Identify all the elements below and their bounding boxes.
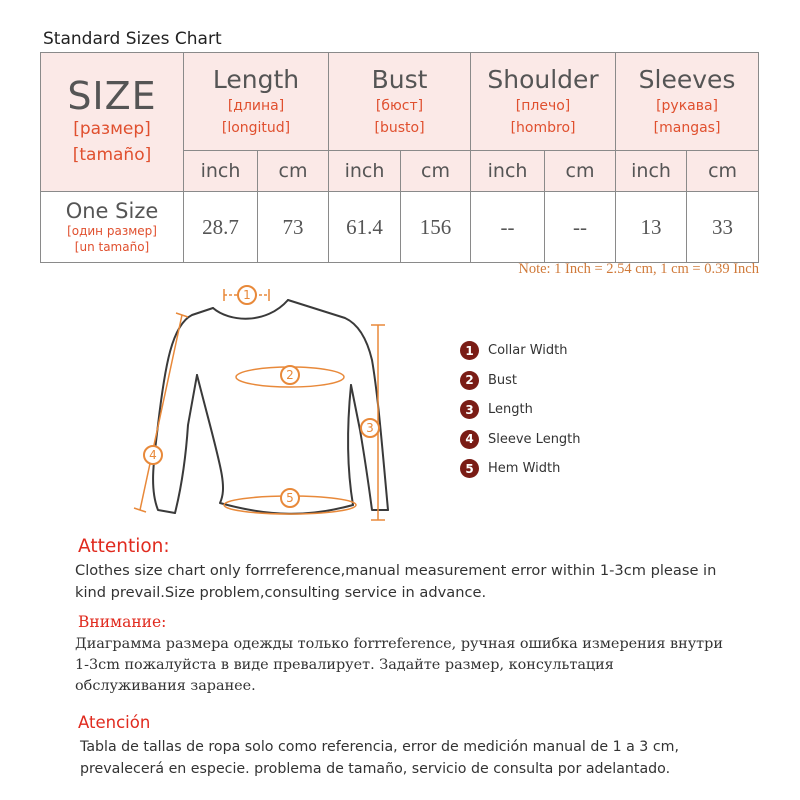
legend-item	[460, 336, 581, 366]
legend-label: Collar Width	[488, 343, 568, 359]
legend-item	[460, 366, 581, 396]
size-header-main: SIZE	[67, 74, 157, 118]
row-label-cell	[41, 192, 184, 263]
attention-text-ru: Диаграмма размера одежды только forrreference, ручная ошибка измерения внутри 1-3cm пожалуйста в виде превалирует. Задайте размер, консультация обслуживания заранее.	[75, 636, 723, 694]
attention-text-es: Tabla de tallas de ropa solo como referencia, error de medición manual de 1 a 3 cm, prevalecerá en especie. problema de tamaño, servicio de consulta por adelantado.	[80, 739, 679, 777]
unit-cell: cm	[545, 151, 616, 192]
legend-number: 4	[460, 430, 479, 449]
column-header-bust	[329, 53, 471, 151]
column-header-shoulder	[471, 53, 616, 151]
measure-marker-2	[281, 366, 299, 384]
attention-title-ru: Внимание:	[78, 613, 167, 631]
size-header-ru: [размер]	[73, 119, 151, 139]
legend-label: Hem Width	[488, 461, 561, 477]
unit-cell: inch	[184, 151, 258, 192]
column-name-es: [busto]	[374, 119, 425, 136]
unit-cell: cm	[687, 151, 759, 192]
value-cell: 13	[616, 192, 687, 263]
unit-cell: inch	[329, 151, 401, 192]
conversion-note: Note: 1 Inch = 2.54 cm, 1 cm = 0.39 Inch	[518, 261, 759, 277]
value-cell: 156	[401, 192, 471, 263]
column-name-ru: [рукава]	[656, 97, 719, 114]
column-name-ru: [плечо]	[515, 97, 571, 114]
legend-label: Bust	[488, 372, 518, 388]
value-cell: --	[545, 192, 616, 263]
size-header-cell	[41, 53, 184, 192]
marker-number: 2	[286, 368, 294, 382]
column-name: Length	[212, 64, 300, 94]
attention-text-en: Clothes size chart only forrreference,manual measurement error within 1-3cm please in kind prevail.Size problem,consulting service in advance.	[75, 562, 717, 601]
marker-number: 3	[366, 421, 374, 435]
unit-cell: inch	[616, 151, 687, 192]
legend-item	[460, 395, 581, 425]
row-label: One Size	[65, 199, 159, 223]
legend-number: 2	[460, 371, 479, 390]
value-cell: 61.4	[329, 192, 401, 263]
measure-marker-5	[281, 489, 299, 507]
legend-label: Length	[488, 402, 533, 418]
measure-marker-3	[361, 419, 379, 437]
column-name-ru: [длина]	[227, 97, 285, 114]
row-label-ru: [один размер]	[67, 224, 157, 238]
column-name-es: [hombro]	[510, 119, 576, 136]
marker-number: 4	[149, 448, 157, 462]
measure-marker-4	[144, 446, 162, 464]
column-name-es: [mangas]	[653, 119, 721, 136]
value-cell: --	[471, 192, 545, 263]
value-cell: 33	[687, 192, 759, 263]
column-header-sleeves	[616, 53, 759, 151]
measure-lines	[134, 289, 385, 520]
legend-number: 3	[460, 400, 479, 419]
legend-item	[460, 425, 581, 455]
size-header-es: [tamaño]	[72, 145, 152, 165]
marker-number: 1	[243, 288, 251, 302]
legend-label: Sleeve Length	[488, 431, 581, 447]
value-cell: 28.7	[184, 192, 258, 263]
shirt-diagram	[120, 285, 400, 530]
legend-item	[460, 454, 581, 484]
unit-cell: cm	[401, 151, 471, 192]
marker-number: 5	[286, 491, 294, 505]
measurement-legend	[460, 336, 581, 484]
attention-title-en: Attention:	[78, 536, 170, 557]
size-table	[40, 52, 759, 263]
column-name-es: [longitud]	[221, 119, 291, 136]
chart-title: Standard Sizes Chart	[43, 29, 222, 49]
legend-number: 5	[460, 459, 479, 478]
column-name: Bust	[371, 64, 428, 94]
table-row	[41, 192, 759, 263]
attention-title-es: Atención	[78, 713, 151, 732]
legend-number: 1	[460, 341, 479, 360]
column-name-ru: [бюст]	[375, 97, 424, 114]
column-header-length	[184, 53, 329, 151]
value-cell: 73	[258, 192, 329, 263]
unit-cell: inch	[471, 151, 545, 192]
measure-marker-1	[238, 286, 256, 304]
unit-cell: cm	[258, 151, 329, 192]
shirt-outline	[153, 300, 388, 514]
row-label-es: [un tamaño]	[74, 240, 150, 254]
column-name: Sleeves	[638, 64, 736, 94]
column-name: Shoulder	[487, 64, 599, 94]
